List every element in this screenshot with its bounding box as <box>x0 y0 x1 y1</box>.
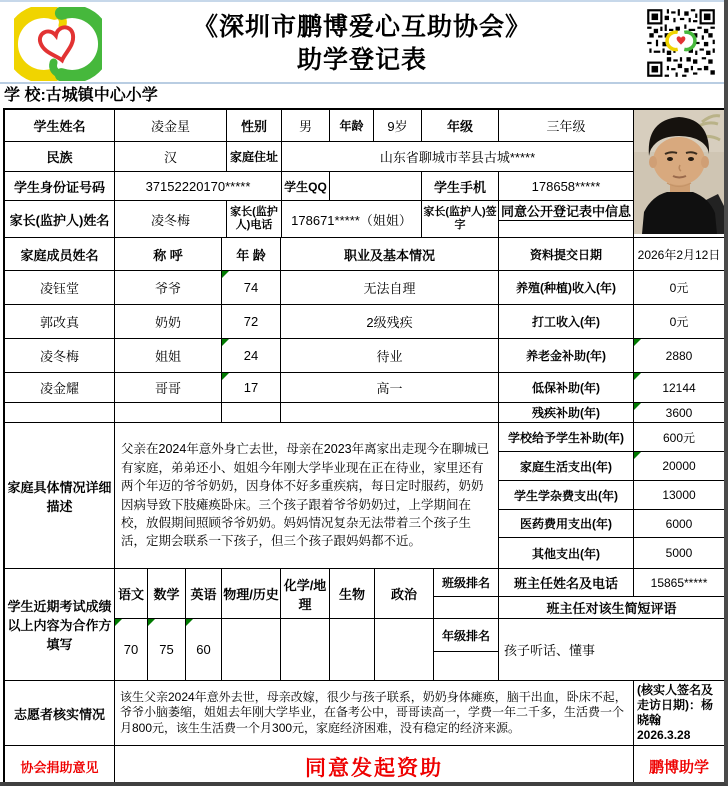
family-member-name[interactable]: 凌冬梅 <box>5 339 115 373</box>
family-name-header: 家庭成员姓名 <box>5 238 115 271</box>
family-member-name[interactable]: 凌金耀 <box>5 373 115 403</box>
finance-value[interactable]: 2880 <box>634 339 725 373</box>
verification-table <box>4 680 725 786</box>
qr-code-icon <box>644 7 718 84</box>
finance-label: 低保补助(年) <box>499 373 634 403</box>
family-member-job[interactable]: 待业 <box>281 339 499 373</box>
finance-value[interactable]: 20000 <box>634 452 725 481</box>
teacher-comment-header: 班主任对该生简短评语 <box>499 597 725 619</box>
verifier-signature: (核实人签名及走访日期)：杨晓翰 <box>637 683 713 728</box>
student-phone-value[interactable]: 178658***** <box>499 172 634 201</box>
finance-label: 其他支出(年) <box>499 538 634 569</box>
age-label: 年龄 <box>330 110 374 142</box>
family-member-relation[interactable] <box>115 403 222 423</box>
score-cell[interactable]: 60 <box>186 619 222 681</box>
ethnicity-value[interactable]: 汉 <box>115 142 227 172</box>
guardian-name-value[interactable]: 凌冬梅 <box>115 201 227 238</box>
finance-value[interactable]: 6000 <box>634 510 725 538</box>
subject-header: 数学 <box>148 569 186 619</box>
family-member-relation[interactable]: 奶奶 <box>115 305 222 339</box>
finance-value[interactable]: 0元 <box>634 305 725 339</box>
finance-value[interactable]: 0元 <box>634 271 725 305</box>
grade-rank-label: 年级排名 <box>434 619 499 652</box>
family-age-header: 年 龄 <box>222 238 281 271</box>
family-member-job[interactable] <box>281 403 499 423</box>
school-field[interactable]: 学 校:古城镇中心小学 <box>4 87 158 104</box>
guardian-signature-empty-cell[interactable] <box>499 221 634 238</box>
family-members-table <box>4 237 725 423</box>
finance-label: 养老金补助(年) <box>499 339 634 373</box>
consent-statement: 同意公开登记表中信息 <box>499 201 634 221</box>
family-member-age[interactable]: 72 <box>222 305 281 339</box>
student-name-label: 学生姓名 <box>5 110 115 142</box>
subject-header: 政治 <box>375 569 434 619</box>
family-member-age[interactable]: 74 <box>222 271 281 305</box>
gender-label: 性别 <box>227 110 282 142</box>
finance-label: 学校给予学生补助(年) <box>499 423 634 452</box>
family-relation-header: 称 呼 <box>115 238 222 271</box>
subject-header: 语文 <box>115 569 148 619</box>
finance-value[interactable]: 3600 <box>634 403 725 423</box>
hands-heart-logo-icon <box>14 7 102 86</box>
form-header <box>0 0 724 84</box>
student-qq-label: 学生QQ <box>282 172 330 201</box>
finance-label: 医药费用支出(年) <box>499 510 634 538</box>
grade-rank-value[interactable] <box>434 652 499 681</box>
family-member-name[interactable]: 凌钰堂 <box>5 271 115 305</box>
finance-label: 学生学杂费支出(年) <box>499 481 634 510</box>
guardian-signature-label: 家长(监护人)签字 <box>422 201 499 238</box>
family-member-name[interactable] <box>5 403 115 423</box>
teacher-comment-text[interactable]: 孩子听话、懂事 <box>499 619 725 681</box>
submission-date-label: 资料提交日期 <box>499 238 634 271</box>
family-detail-table <box>4 422 725 569</box>
gender-value[interactable]: 男 <box>282 110 330 142</box>
finance-value[interactable]: 13000 <box>634 481 725 510</box>
family-member-job[interactable]: 2级残疾 <box>281 305 499 339</box>
family-member-relation[interactable]: 爷爷 <box>115 271 222 305</box>
score-cell[interactable] <box>222 619 281 681</box>
submission-date-value[interactable]: 2026年2月12日 <box>634 238 725 271</box>
finance-value[interactable]: 12144 <box>634 373 725 403</box>
association-decision[interactable]: 同意发起资助 <box>115 746 634 786</box>
family-member-age[interactable]: 17 <box>222 373 281 403</box>
family-member-job[interactable]: 高一 <box>281 373 499 403</box>
subject-header: 化学/地理 <box>281 569 330 619</box>
id-number-label: 学生身份证号码 <box>5 172 115 201</box>
score-cell[interactable] <box>281 619 330 681</box>
volunteer-section-label: 志愿者核实情况 <box>5 681 115 746</box>
subject-header: 英语 <box>186 569 222 619</box>
family-member-age[interactable]: 24 <box>222 339 281 373</box>
finance-label: 残疾补助(年) <box>499 403 634 423</box>
finance-value[interactable]: 5000 <box>634 538 725 569</box>
verifier-signature-cell[interactable] <box>634 681 725 746</box>
association-brand-stamp: 鹏博助学 <box>634 746 725 786</box>
family-member-job[interactable]: 无法自理 <box>281 271 499 305</box>
student-name-value[interactable]: 凌金星 <box>115 110 227 142</box>
finance-label: 家庭生活支出(年) <box>499 452 634 481</box>
form-title-line2: 助学登记表 <box>296 45 427 74</box>
guardian-phone-label: 家长(监护人)电话 <box>227 201 282 238</box>
exam-scores-table <box>4 568 725 681</box>
finance-label: 打工收入(年) <box>499 305 634 339</box>
guardian-phone-value[interactable]: 178671*****（姐姐） <box>282 201 422 238</box>
address-label: 家庭住址 <box>227 142 282 172</box>
score-cell[interactable]: 70 <box>115 619 148 681</box>
class-rank-label: 班级排名 <box>434 569 499 597</box>
form-table <box>3 108 726 786</box>
family-member-name[interactable]: 郭改真 <box>5 305 115 339</box>
student-photo <box>634 110 725 238</box>
form-title-line1: 《深圳市鹏博爱心互助协会》 <box>192 13 531 41</box>
visit-date: 2026.3.28 <box>637 728 691 743</box>
subject-header: 生物 <box>330 569 375 619</box>
score-cell[interactable] <box>375 619 434 681</box>
score-cell[interactable] <box>330 619 375 681</box>
exam-section-label: 学生近期考试成绩以上内容为合作方填写 <box>5 569 115 681</box>
family-member-relation[interactable]: 哥哥 <box>115 373 222 403</box>
teacher-phone-label: 班主任姓名及电话 <box>499 569 634 597</box>
student-info-table <box>4 109 725 238</box>
score-cell[interactable]: 75 <box>148 619 186 681</box>
family-member-relation[interactable]: 姐姐 <box>115 339 222 373</box>
association-opinion-label: 协会捐助意见 <box>5 746 115 786</box>
subject-header: 物理/历史 <box>222 569 281 619</box>
grade-value[interactable]: 三年级 <box>499 110 634 142</box>
student-phone-label: 学生手机 <box>422 172 499 201</box>
grade-label: 年级 <box>422 110 499 142</box>
age-value[interactable]: 9岁 <box>374 110 422 142</box>
family-detail-label: 家庭具体情况详细描述 <box>5 423 115 569</box>
teacher-phone-value[interactable]: 15865***** <box>634 569 725 597</box>
finance-value[interactable]: 600元 <box>634 423 725 452</box>
finance-label: 养殖(种植)收入(年) <box>499 271 634 305</box>
family-detail-text[interactable]: 父亲在2024年意外身亡去世，母亲在2023年离家出走现今在聊城已有家庭，弟弟还小、姐姐今年刚大学毕业现在正在待业，家里还有两个年迈的爷爷奶奶，因身体不好多重疾病，每日定时服药，奶奶因病导致下肢瘫痪卧床。三个孩子跟着爷爷奶奶过，上学期间在校，放假期间照顾爷爷奶奶。妈妈情况复杂无法带着三个孩子生活，定期会联系一下孩子，但三个孩子跟妈妈都不近。 <box>115 423 499 569</box>
guardian-name-label: 家长(监护人)姓名 <box>5 201 115 238</box>
class-rank-value[interactable] <box>434 597 499 619</box>
id-number-value[interactable]: 37152220170***** <box>115 172 282 201</box>
family-member-age[interactable] <box>222 403 281 423</box>
address-value[interactable]: 山东省聊城市莘县古城***** <box>282 142 634 172</box>
volunteer-verification-text[interactable]: 该生父亲2024年意外去世，母亲改嫁，很少与孩子联系，奶奶身体瘫痪，脑干出血，卧床不起，爷爷小脑萎缩，姐姐去年刚大学毕业，在备考公中，哥哥读高一，学费一年二千多，生活费一个月800元，该生生活费一个月300元，家庭经济困难，没有稳定的经济来源。 <box>115 681 634 746</box>
ethnicity-label: 民族 <box>5 142 115 172</box>
student-qq-value[interactable] <box>330 172 422 201</box>
family-job-header: 职业及基本情况 <box>281 238 499 271</box>
